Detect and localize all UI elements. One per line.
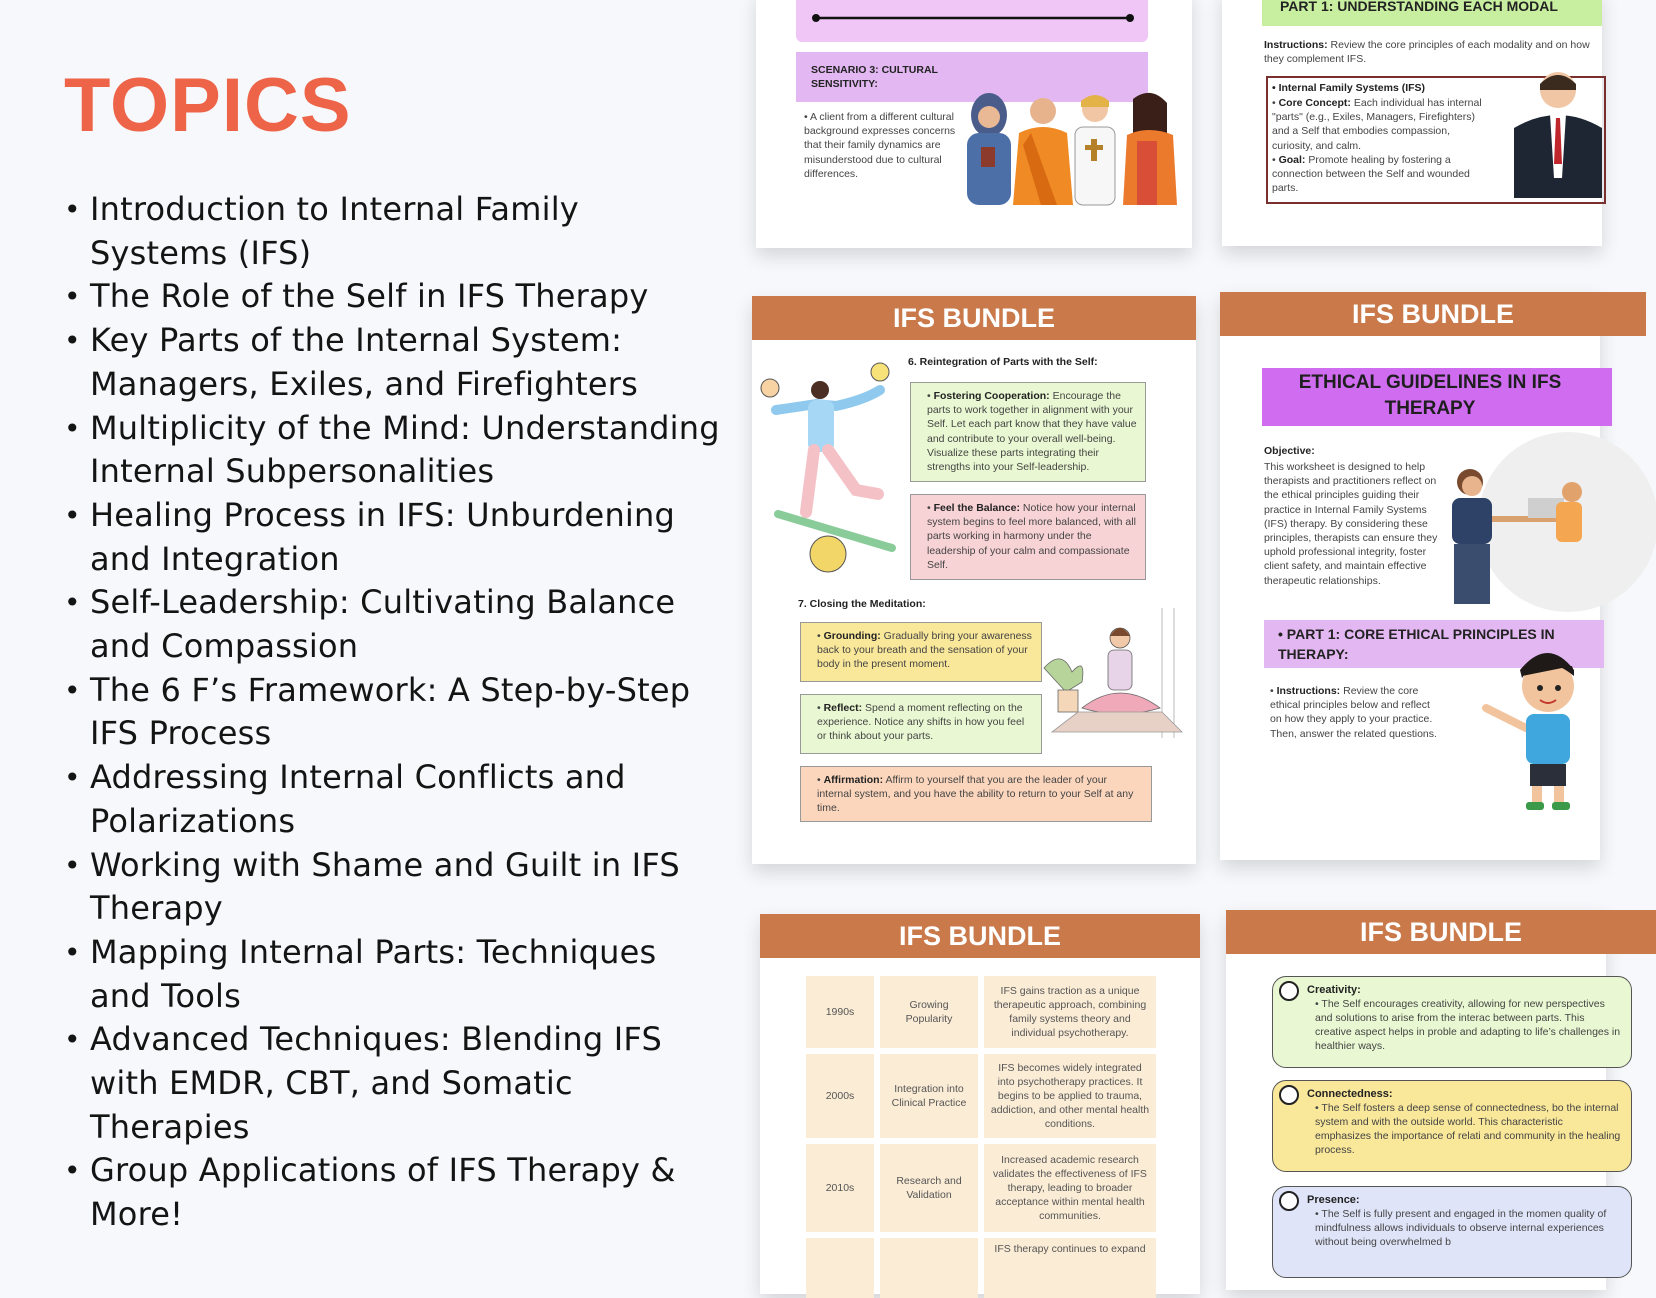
- ifs-bundle-banner: IFS BUNDLE: [760, 914, 1200, 958]
- table-cell-year: 1990s: [806, 976, 874, 1048]
- topic-item: • Mapping Internal Parts: Techniques and Tools: [64, 931, 724, 1018]
- ethics-heading: ETHICAL GUIDELINES IN IFS THERAPY: [1298, 372, 1562, 419]
- businessman-illustration: [1504, 68, 1594, 198]
- table-cell-description: IFS gains traction as a unique therapeutic approach, combining family systems theory and individual psychotherapy.: [984, 976, 1156, 1048]
- worksheet-page-self-qualities: [1226, 910, 1621, 1290]
- goal-label: Goal:: [1278, 154, 1306, 166]
- ethics-instructions: [1270, 684, 1438, 741]
- table-cell-description: Increased academic research validates the effectiveness of IFS therapy, leading to broader acceptance within mental health communities.: [984, 1144, 1156, 1232]
- worksheet-page-modalities: [1222, 0, 1602, 246]
- instructions: [1264, 38, 1600, 66]
- topic-item: • Self-Leadership: Cultivating Balance and Compassion: [64, 581, 724, 668]
- goal-text: Promote healing by fostering a connection between the Self and wounded parts.: [1272, 154, 1470, 195]
- core-concept-label: Core Concept:: [1278, 97, 1351, 109]
- reflect-label: Reflect:: [823, 702, 863, 714]
- instructions-text: Review the core principles of each modality and on how they complement IFS.: [1264, 39, 1590, 66]
- fostering-text: Encourage the parts to work together in alignment with your Self. Let each part know that they have value and contribute to your overall well-being. Visualize these parts integrating their strengths into your Self-leadership.: [927, 390, 1137, 474]
- affirmation-label: Affirmation:: [823, 774, 884, 786]
- table-cell-year: [806, 1238, 874, 1298]
- table-cell-phase: Integration into Clinical Practice: [880, 1054, 978, 1138]
- connectedness-box: [1272, 1080, 1632, 1172]
- table-cell-phase: [880, 1238, 978, 1298]
- presence-text: • The Self is fully present and engaged in the momen quality of mindfulness allows individuals to observe internal experiences without being overwhelmed b: [1307, 1207, 1621, 1249]
- fostering-cooperation-box: [910, 382, 1146, 482]
- grounding-box: [800, 622, 1042, 682]
- topic-item: • Addressing Internal Conflicts and Polarizations: [64, 756, 724, 843]
- checkbox-circle: [1279, 1191, 1299, 1211]
- topic-item: • Introduction to Internal Family Systems (IFS): [64, 188, 724, 275]
- feel-balance-box: [910, 494, 1146, 580]
- objective-text: This worksheet is designed to help therapists and practitioners reflect on the ethical principles guiding their practice in Internal Family Systems (IFS) therapy. By considering these principles, therapists can ensure they uphold professional integrity, foster client safety, and maintain effective therapeutic relationships.: [1264, 461, 1438, 587]
- instructions-text: Review the core ethical principles below and reflect on how they apply to your practice. Then, answer the related questions.: [1270, 685, 1437, 740]
- table-cell-description: IFS therapy continues to expand: [984, 1238, 1156, 1298]
- balancing-person-illustration: [756, 362, 906, 582]
- table-cell-year: 2000s: [806, 1054, 874, 1138]
- lavender-line-box: [796, 0, 1148, 42]
- balance-label: Feel the Balance:: [933, 502, 1020, 514]
- child-illustration: [1482, 642, 1592, 812]
- topic-item: • Advanced Techniques: Blending IFS with EMDR, CBT, and Somatic Therapies: [64, 1018, 724, 1149]
- creativity-label: Creativity:: [1307, 984, 1361, 996]
- objective-label: Objective:: [1264, 445, 1315, 457]
- reflect-box: [800, 694, 1042, 754]
- section-7-heading: 7. Closing the Meditation:: [798, 598, 926, 610]
- ethics-part-heading: • PART 1: CORE ETHICAL PRINCIPLES IN THERAPY:: [1278, 624, 1598, 664]
- table-cell-description: IFS becomes widely integrated into psychotherapy practices. It begins to be applied to trauma, addiction, and other mental health conditions.: [984, 1054, 1156, 1138]
- table-cell-phase: Research and Validation: [880, 1144, 978, 1232]
- part-heading: PART 1: UNDERSTANDING EACH MODAL: [1280, 0, 1558, 14]
- topics-title: TOPICS: [64, 63, 352, 148]
- affirmation-box: [800, 766, 1152, 822]
- topic-item: • The 6 F’s Framework: A Step-by-Step IFS Process: [64, 669, 724, 756]
- table-cell-phase: Growing Popularity: [880, 976, 978, 1048]
- ifs-bundle-banner: IFS BUNDLE: [1220, 292, 1646, 336]
- section-6-heading: 6. Reintegration of Parts with the Self:: [908, 356, 1098, 368]
- reflect-text: Spend a moment reflecting on the experience. Notice any shifts in how you feel or think about your parts.: [817, 702, 1025, 743]
- scenario-text: • A client from a different cultural background expresses concerns that their family dynamics are misunderstood due to cultural differences.: [804, 110, 962, 181]
- worksheet-page-meditation: [752, 296, 1196, 864]
- table-cell-year: 2010s: [806, 1144, 874, 1232]
- grounding-text: Gradually bring your awareness back to your breath and the sensation of your body in the present moment.: [817, 630, 1032, 671]
- topics-list: [64, 188, 724, 1237]
- topic-item: • Working with Shame and Guilt in IFS Therapy: [64, 844, 724, 931]
- connectedness-label: Connectedness:: [1307, 1088, 1393, 1100]
- checkbox-circle: [1279, 1085, 1299, 1105]
- instructions-label: Instructions:: [1264, 39, 1328, 51]
- topic-item: • Group Applications of IFS Therapy & More!: [64, 1149, 724, 1236]
- grounding-label: Grounding:: [823, 630, 881, 642]
- connectedness-text: • The Self fosters a deep sense of connectedness, bo the internal system and with the outside world. This characteristic emphasizes the importance of relati and community in the healing process.: [1307, 1101, 1621, 1157]
- therapy-session-illustration: [1442, 436, 1582, 606]
- fostering-label: Fostering Cooperation:: [933, 390, 1050, 402]
- presence-box: [1272, 1186, 1632, 1278]
- topic-item: • The Role of the Self in IFS Therapy: [64, 275, 724, 319]
- balance-text: Notice how your internal system begins to feel more balanced, with all parts working in harmony under the leadership of your calm and compassionate Self.: [927, 502, 1136, 571]
- instructions-label: Instructions:: [1276, 685, 1341, 697]
- presence-label: Presence:: [1307, 1194, 1360, 1206]
- diverse-people-illustration: [961, 85, 1181, 205]
- goal: [1272, 153, 1484, 196]
- creativity-text: • The Self encourages creativity, allowing for new perspectives and solutions to arise from the interac between parts. This creative aspect helps in proble and adapting to life’s challenges in healthier ways.: [1307, 997, 1621, 1053]
- ifs-bundle-banner: IFS BUNDLE: [752, 296, 1196, 340]
- worksheet-page-ethics: [1220, 292, 1600, 860]
- creativity-box: [1272, 976, 1632, 1068]
- ifs-bundle-banner: IFS BUNDLE: [1226, 910, 1656, 954]
- line-rule-graphic: [796, 0, 1148, 42]
- topic-item: • Multiplicity of the Mind: Understanding Internal Subpersonalities: [64, 407, 724, 494]
- topic-item: • Key Parts of the Internal System: Managers, Exiles, and Firefighters: [64, 319, 724, 406]
- worksheet-page-scenario: [756, 0, 1192, 248]
- ifs-box-title: • Internal Family Systems (IFS): [1272, 81, 1482, 95]
- core-concept-text: Each individual has internal "parts" (e.g., Exiles, Managers, Firefighters) and a Self that embodies compassion, curiosity, and calm.: [1272, 97, 1482, 152]
- worksheet-page-timeline: [760, 914, 1200, 1294]
- checkbox-circle: [1279, 981, 1299, 1001]
- meditating-woman-illustration: [1042, 608, 1192, 758]
- affirmation-text: Affirm to yourself that you are the leader of your internal system, and you have the ability to return to your Self at any time.: [817, 774, 1134, 815]
- scenario-heading: SCENARIO 3: CULTURAL SENSITIVITY:: [811, 64, 938, 90]
- topic-item: • Healing Process in IFS: Unburdening and Integration: [64, 494, 724, 581]
- core-concept: [1272, 96, 1484, 153]
